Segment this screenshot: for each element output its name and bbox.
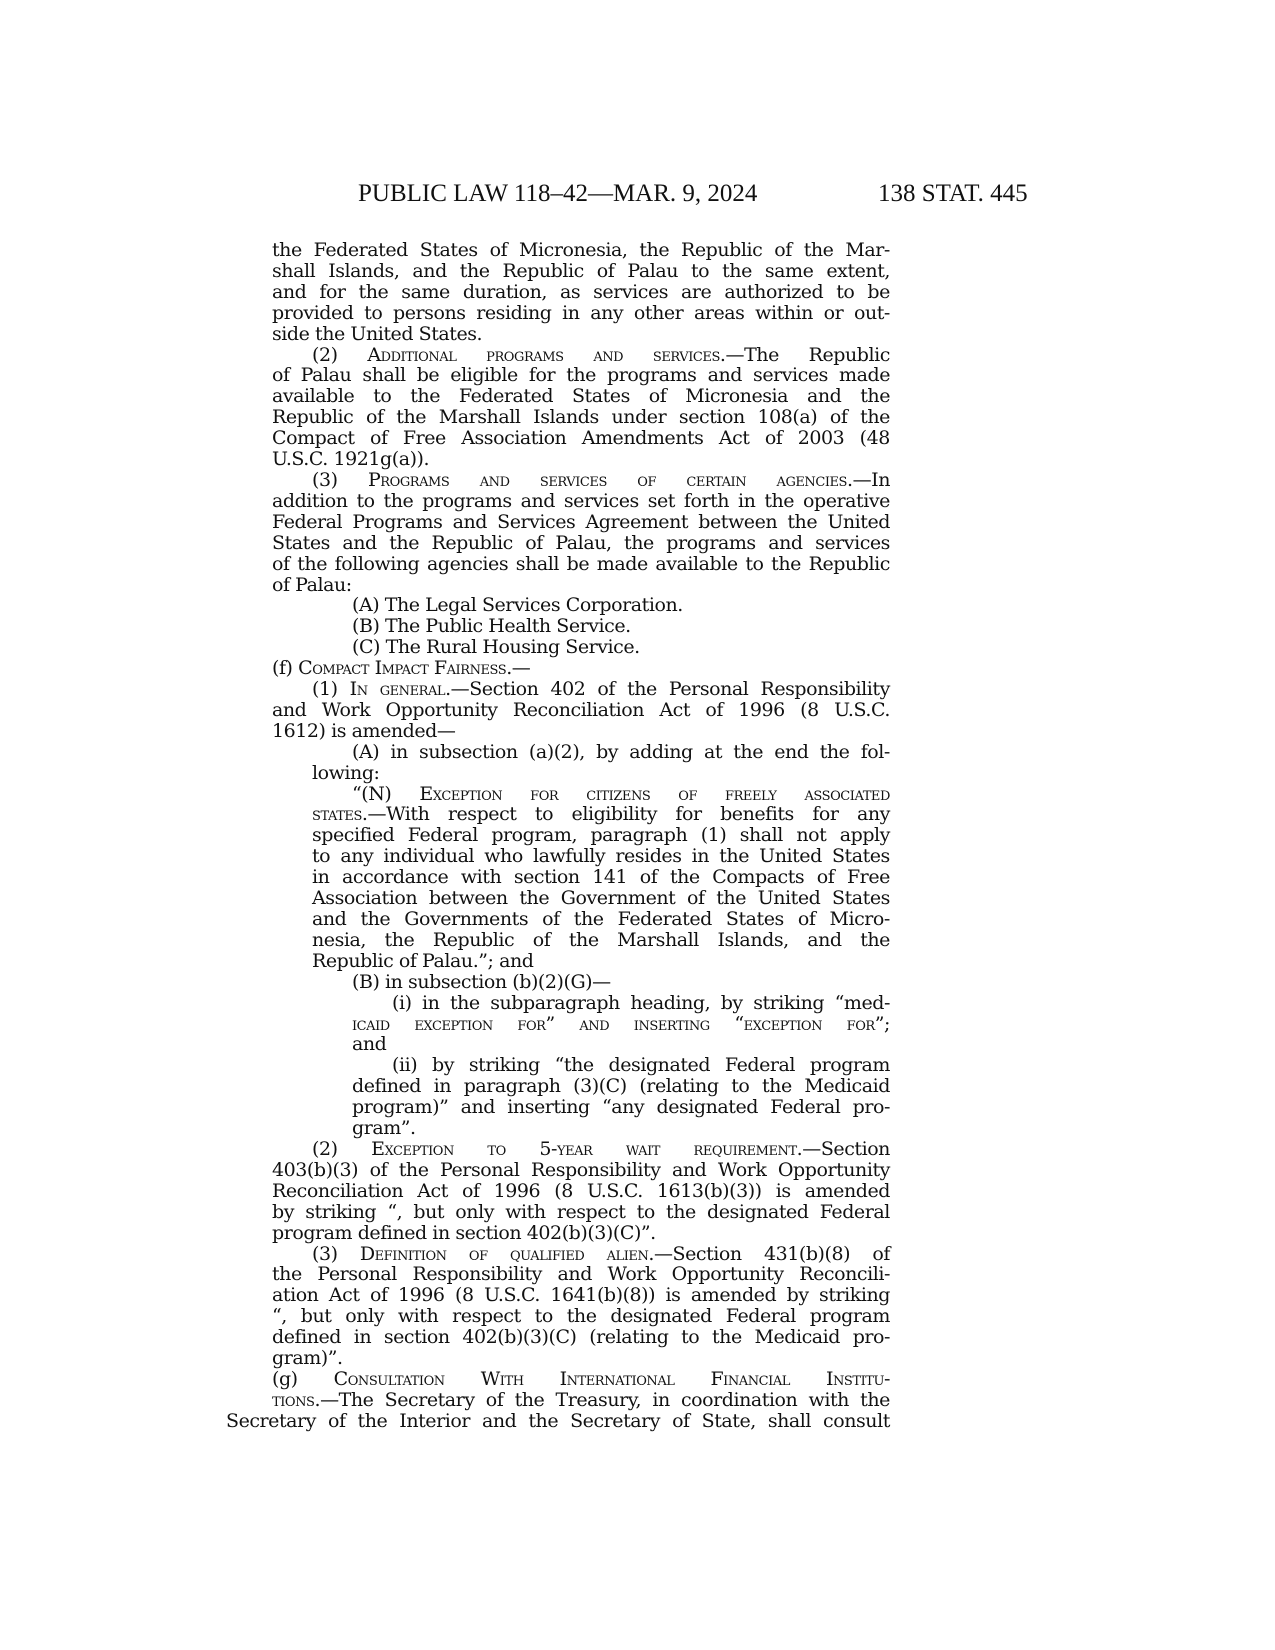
text-line: by striking “, but only with respect to the designated Federal [272,1200,890,1223]
running-head [0,178,1275,210]
text-line: (A) in subsection (a)(2), by adding at the end the fol- [352,740,890,763]
text-line: Compact of Free Association Amendments Act of 2003 (48 [272,427,890,450]
text-line: Republic of Palau.”; and [312,949,534,972]
text-line: the Federated States of Micronesia, the Republic of the Mar- [272,239,890,261]
text-line: defined in section 402(b)(3)(C) (relating to the Medicaid pro- [272,1326,890,1349]
text-line: program defined in section 402(b)(3)(C)”. [272,1221,656,1244]
text-line: “, but only with respect to the designated Federal program [272,1305,890,1328]
text-line: provided to persons residing in any other areas within or out- [272,301,890,324]
text-line: gram)”. [272,1347,343,1370]
statute-text [226,239,890,1432]
paragraph-heading-qualified-alien: (3) Definition of qualified alien.—Section 431(b)(8) of [312,1242,890,1265]
subsection-heading-compact-impact-fairness: (f) Compact Impact Fairness.— [272,657,531,680]
clause-line: icaid exception for” and inserting “exception for”; [352,1012,890,1035]
text-line: Federal Programs and Services Agreement between the United [272,510,890,533]
text-line: shall Islands, and the Republic of Palau to the same extent, [272,259,890,282]
text-line: tions.—The Secretary of the Treasury, in coordination with the [272,1388,890,1411]
statute-page-number: 138 STAT. 445 [878,180,1028,207]
list-item: (C) The Rural Housing Service. [352,636,640,659]
paragraph-heading-in-general: (1) In general.—Section 402 of the Personal Responsibility [312,678,890,701]
paragraph-heading-five-year-wait: (2) Exception to 5-year wait requirement.—Section [312,1137,890,1160]
text-line: (B) in subsection (b)(2)(G)— [352,970,611,993]
text-line: the Personal Responsibility and Work Opportunity Reconcili- [272,1263,890,1286]
text-line: of Palau shall be eligible for the programs and services made [272,364,890,387]
text-line: available to the Federated States of Micronesia and the [272,385,890,408]
text-line: Secretary of the Interior and the Secretary of State, shall consult [226,1409,890,1432]
text-line: side the United States. [272,322,483,345]
list-item: (A) The Legal Services Corporation. [352,594,683,617]
clause-line: program)” and inserting “any designated Federal pro- [352,1096,890,1119]
text-line: of the following agencies shall be made available to the Republic [272,552,890,575]
text-line: ation Act of 1996 (8 U.S.C. 1641(b)(8)) is amended by striking [272,1284,890,1307]
text-line: 403(b)(3) of the Personal Responsibility and Work Opportunity [272,1158,890,1181]
text-line: lowing: [312,761,380,784]
text-line: to any individual who lawfully resides in the United States [312,845,890,868]
list-item: (B) The Public Health Service. [352,615,631,638]
text-line: Reconciliation Act of 1996 (8 U.S.C. 1613(b)(3)) is amended [272,1179,890,1202]
clause-line: gram”. [352,1117,416,1140]
text-line: specified Federal program, paragraph (1) shall not apply [312,824,890,847]
clause-line: and [352,1033,387,1056]
text-line: of Palau: [272,573,352,596]
text-line: and Work Opportunity Reconciliation Act of 1996 (8 U.S.C. [272,698,890,721]
text-line: Association between the Government of the United States [312,887,890,910]
paragraph-heading-certain-agencies: (3) Programs and services of certain agencies.—In [312,468,890,491]
text-line: Republic of the Marshall Islands under section 108(a) of the [272,406,890,429]
text-line: States and the Republic of Palau, the programs and services [272,531,890,554]
text-line: addition to the programs and services set forth in the operative [272,489,890,512]
text-line: nesia, the Republic of the Marshall Islands, and the [312,928,890,951]
text-line: and for the same duration, as services are authorized to be [272,280,890,303]
subsection-heading-consultation: (g) Consultation With International Financial Institu- [272,1367,890,1390]
public-law-citation: PUBLIC LAW 118–42—MAR. 9, 2024 [358,180,758,207]
text-line: U.S.C. 1921g(a)). [272,448,430,471]
text-line: in accordance with section 141 of the Compacts of Free [312,866,890,889]
text-line: 1612) is amended— [272,719,456,742]
clause-line: (i) in the subparagraph heading, by striking “med- [392,991,890,1014]
paragraph-heading-exception-freely-associated: “(N) Exception for citizens of freely associated [352,782,890,805]
clause-line: defined in paragraph (3)(C) (relating to the Medicaid [352,1075,890,1098]
text-line: states.—With respect to eligibility for benefits for any [312,803,890,826]
clause-line: (ii) by striking “the designated Federal program [392,1054,890,1077]
text-line: and the Governments of the Federated States of Micro- [312,908,890,930]
paragraph-heading-additional-programs: (2) Additional programs and services.—The Republic [312,343,890,366]
